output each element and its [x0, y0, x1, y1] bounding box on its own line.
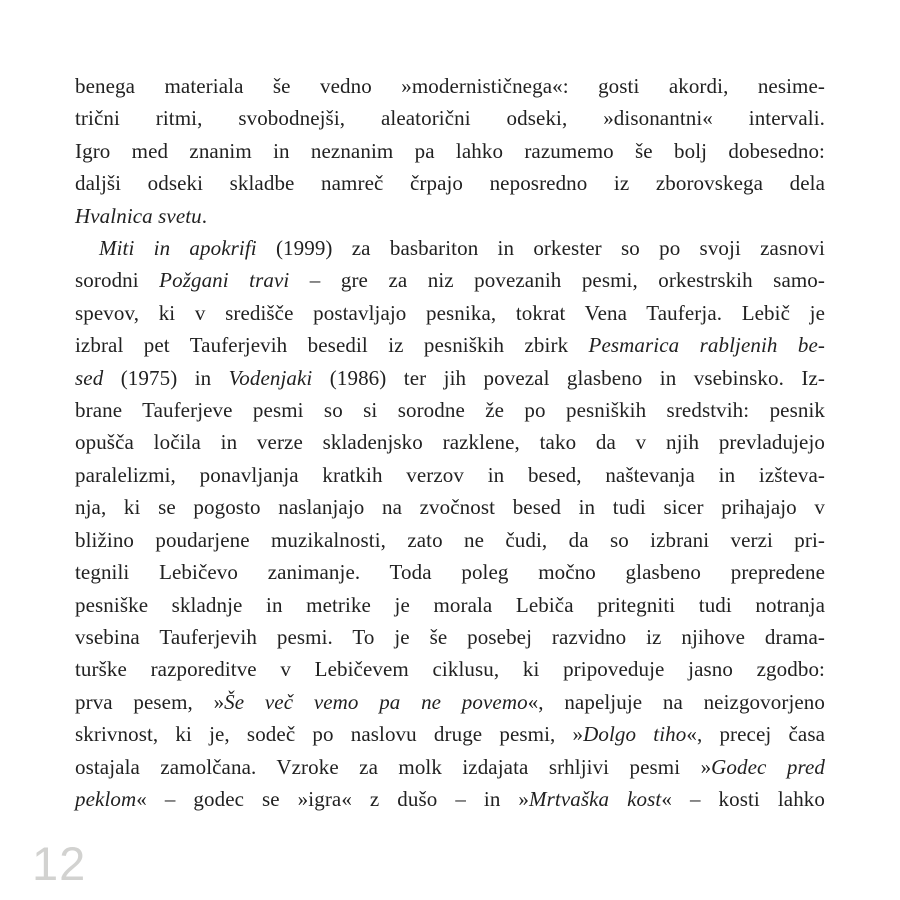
- text-run: bližino poudarjene muzikalnosti, zato ne čudi, da so izbrani verzi pri-: [75, 527, 825, 552]
- italic-text-run: Miti in apokrifi: [99, 236, 257, 261]
- text-line: [75, 459, 825, 491]
- text-run: «, precej časa: [686, 722, 826, 747]
- text-line: [75, 718, 825, 750]
- text-run: nja, ki se pogosto naslanjajo na zvočnost besed in tudi sicer prihajajo v: [75, 495, 825, 520]
- text-run: sorodni: [75, 268, 160, 293]
- text-run: brane Tauferjeve pesmi so si sorodne že po pesniških sredstvih: pesnik: [75, 398, 825, 423]
- text-run: – gre za niz povezanih pesmi, orkestrskih samo-: [289, 268, 826, 293]
- paragraph: [75, 70, 825, 232]
- text-line: [75, 135, 825, 167]
- text-run: paralelizmi, ponavljanja kratkih verzov in besed, naštevanja in izšteva-: [75, 462, 825, 487]
- italic-text-run: Dolgo tiho: [583, 722, 687, 747]
- text-line: [75, 524, 825, 556]
- text-run: daljši odseki skladbe namreč črpajo neposredno iz zborovskega dela: [75, 171, 825, 196]
- text-line: [75, 426, 825, 458]
- text-run: tegnili Lebičevo zanimanje. Toda poleg močno glasbeno prepredene: [75, 560, 825, 585]
- page-number: 12: [32, 837, 87, 890]
- italic-text-run: Godec pred: [711, 754, 825, 779]
- italic-text-run: Hvalnica svetu: [75, 203, 202, 228]
- text-line: [75, 102, 825, 134]
- text-run: skrivnost, ki je, sodeč po naslovu druge pesmi, »: [75, 722, 584, 747]
- text-run: (1999) za basbariton in orkester so po svoji zasnovi: [256, 236, 825, 261]
- text-line: [75, 621, 825, 653]
- text-run: Igro med znanim in neznanim pa lahko razumemo še bolj dobesedno:: [75, 138, 825, 163]
- text-line: [75, 783, 825, 815]
- text-run: (1975) in: [103, 365, 229, 390]
- italic-text-run: sed: [75, 365, 104, 390]
- text-run: « – kosti lahko: [661, 786, 825, 811]
- text-run: .: [201, 203, 208, 228]
- paragraph: [75, 232, 825, 815]
- text-run: prva pesem, »: [75, 689, 225, 714]
- text-line: [75, 200, 825, 232]
- text-line: [75, 232, 825, 264]
- text-run: ostajala zamolčana. Vzroke za molk izdajata srhljivi pesmi »: [75, 754, 712, 779]
- text-line: [75, 491, 825, 523]
- text-run: benega materiala še vedno »modernističnega«: gosti akordi, nesime-: [75, 74, 825, 98]
- text-run: (1986) ter jih povezal glasbeno in vsebinsko. Iz-: [312, 365, 826, 390]
- text-line: [75, 394, 825, 426]
- text-run: pesniške skladnje in metrike je morala Lebiča pritegniti tudi notranja: [75, 592, 825, 617]
- text-line: [75, 751, 825, 783]
- italic-text-run: Požgani travi: [159, 268, 290, 293]
- text-line: [75, 556, 825, 588]
- text-line: [75, 362, 825, 394]
- text-line: [75, 653, 825, 685]
- italic-text-run: Še več vemo pa ne povemo: [224, 689, 528, 714]
- italic-text-run: peklom: [75, 786, 137, 811]
- text-line: [75, 589, 825, 621]
- italic-text-run: Mrtvaška kost: [529, 786, 662, 811]
- text-run: vsebina Tauferjevih pesmi. To je še posebej razvidno iz njihove drama-: [75, 624, 825, 649]
- text-line: [75, 264, 825, 296]
- text-run: spevov, ki v središče postavljajo pesnika, tokrat Vena Tauferja. Lebič je: [75, 300, 825, 325]
- text-line: [75, 70, 825, 102]
- text-run: trični ritmi, svobodnejši, aleatorični odseki, »disonantni« intervali.: [75, 106, 825, 131]
- italic-text-run: Pesmarica rabljenih be-: [588, 333, 825, 358]
- text-block: [75, 70, 825, 815]
- text-run: opušča ločila in verze skladenjsko razklene, tako da v njih prevladujejo: [75, 430, 825, 455]
- text-run: «, napeljuje na neizgovorjeno: [527, 689, 826, 714]
- text-line: [75, 329, 825, 361]
- text-run: turške razporeditve v Lebičevem ciklusu, ki pripoveduje jasno zgodbo:: [75, 657, 825, 682]
- italic-text-run: Vodenjaki: [228, 365, 313, 390]
- text-line: [75, 686, 825, 718]
- text-run: « – godec se »igra« z dušo – in »: [136, 786, 530, 811]
- text-run: izbral pet Tauferjevih besedil iz pesniških zbirk: [75, 333, 589, 358]
- text-line: [75, 167, 825, 199]
- text-line: [75, 297, 825, 329]
